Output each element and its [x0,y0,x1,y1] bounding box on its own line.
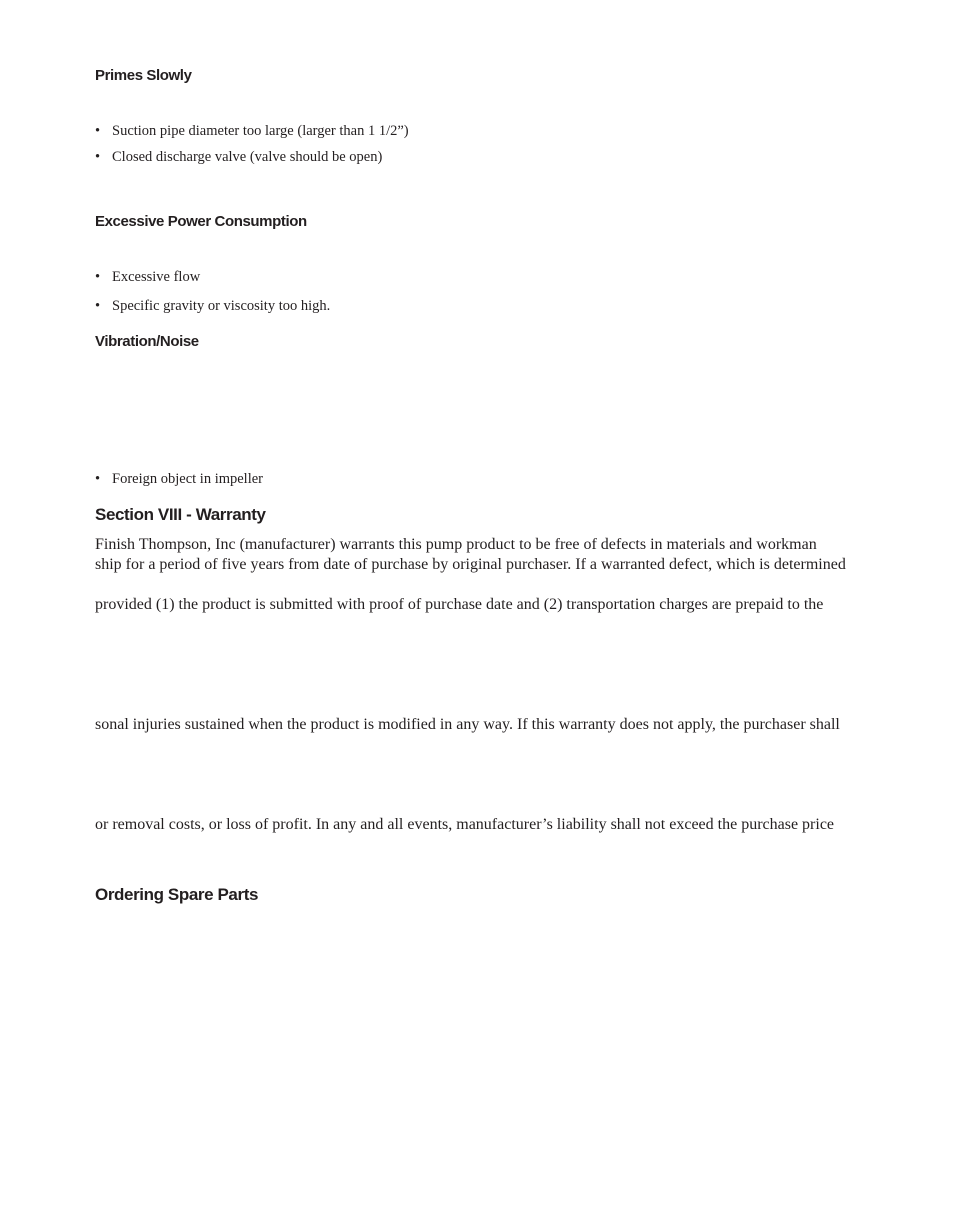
list-item-text: Foreign object in impeller [112,471,264,487]
list-item [95,149,382,166]
bullet-icon: • [95,471,101,487]
list-item [95,123,409,140]
list-item [95,269,200,286]
bullet-icon: • [95,298,101,314]
warranty-text-line: or removal costs, or loss of profit. In any and all events, manufacturer’s liability shall not exceed the purchase price [95,816,835,833]
heading-excessive-power-consumption: Excessive Power Consumption [95,213,307,230]
heading-ordering-spare-parts: Ordering Spare Parts [95,885,259,904]
list-item-text: Specific gravity or viscosity too high. [112,298,331,314]
list-item [95,471,263,488]
heading-primes-slowly: Primes Slowly [95,67,192,84]
bullet-icon: • [95,123,101,139]
warranty-text-line: Finish Thompson, Inc (manufacturer) warrants this pump product to be free of defects in materials and workman [95,536,817,553]
list-item-text: Suction pipe diameter too large (larger than 1 1/2”) [112,123,409,139]
bullet-icon: • [95,269,101,285]
bullet-icon: • [95,149,101,165]
warranty-text-line: ship for a period of five years from date of purchase by original purchaser. If a warranted defect, which is determined [95,556,846,573]
warranty-text-line: provided (1) the product is submitted with proof of purchase date and (2) transportation charges are prepaid to the [95,596,824,613]
list-item [95,298,330,315]
warranty-text-line: sonal injuries sustained when the product is modified in any way. If this warranty does not apply, the purchaser shall [95,716,840,733]
heading-vibration-noise: Vibration/Noise [95,333,199,350]
list-item-text: Excessive flow [112,269,201,285]
list-item-text: Closed discharge valve (valve should be open) [112,149,383,165]
heading-warranty: Section VIII - Warranty [95,505,266,524]
